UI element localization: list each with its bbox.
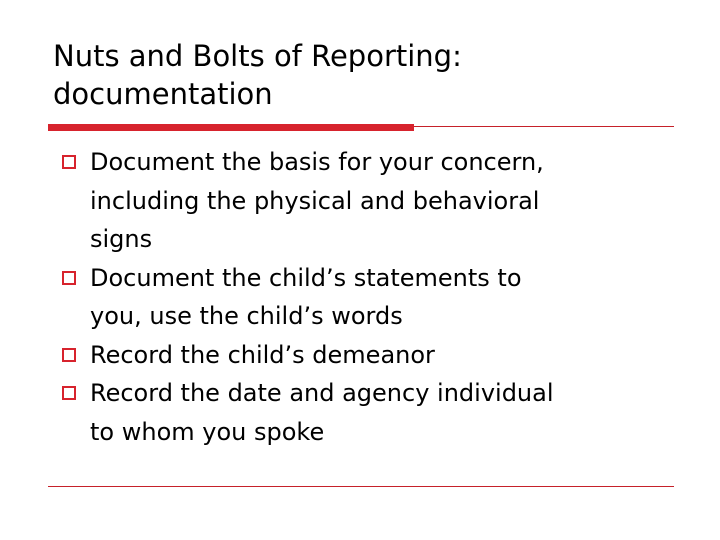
slide-title-line: documentation	[53, 77, 273, 111]
slide-title	[53, 37, 673, 113]
bullet-item	[62, 336, 682, 375]
hollow-square-icon	[62, 348, 76, 362]
bullet-line: Record the child’s demeanor	[90, 340, 435, 369]
bullet-line: signs	[90, 225, 153, 253]
slide-title-line: Nuts and Bolts of Reporting:	[53, 39, 462, 73]
hollow-square-icon	[62, 155, 76, 169]
bullet-line: to whom you spoke	[90, 417, 325, 446]
hollow-square-icon	[62, 271, 76, 285]
bullet-item	[62, 374, 682, 451]
bullet-item	[62, 259, 682, 336]
bullet-line: Document the basis for your concern,	[90, 148, 544, 176]
bullet-text	[90, 259, 682, 336]
bullet-text	[90, 336, 682, 375]
bullet-line: Record the date and agency individual	[90, 379, 554, 407]
hollow-square-icon	[62, 386, 76, 400]
bullet-text	[90, 374, 682, 451]
bullet-list	[62, 143, 682, 451]
bullet-text	[90, 143, 682, 259]
bullet-line: Document the child’s statements to	[90, 263, 522, 292]
title-divider-accent	[48, 124, 414, 131]
bullet-line: including the physical and behavioral	[90, 186, 540, 215]
bullet-item	[62, 143, 682, 259]
footer-divider	[48, 486, 674, 487]
bullet-line: you, use the child’s words	[90, 302, 403, 330]
